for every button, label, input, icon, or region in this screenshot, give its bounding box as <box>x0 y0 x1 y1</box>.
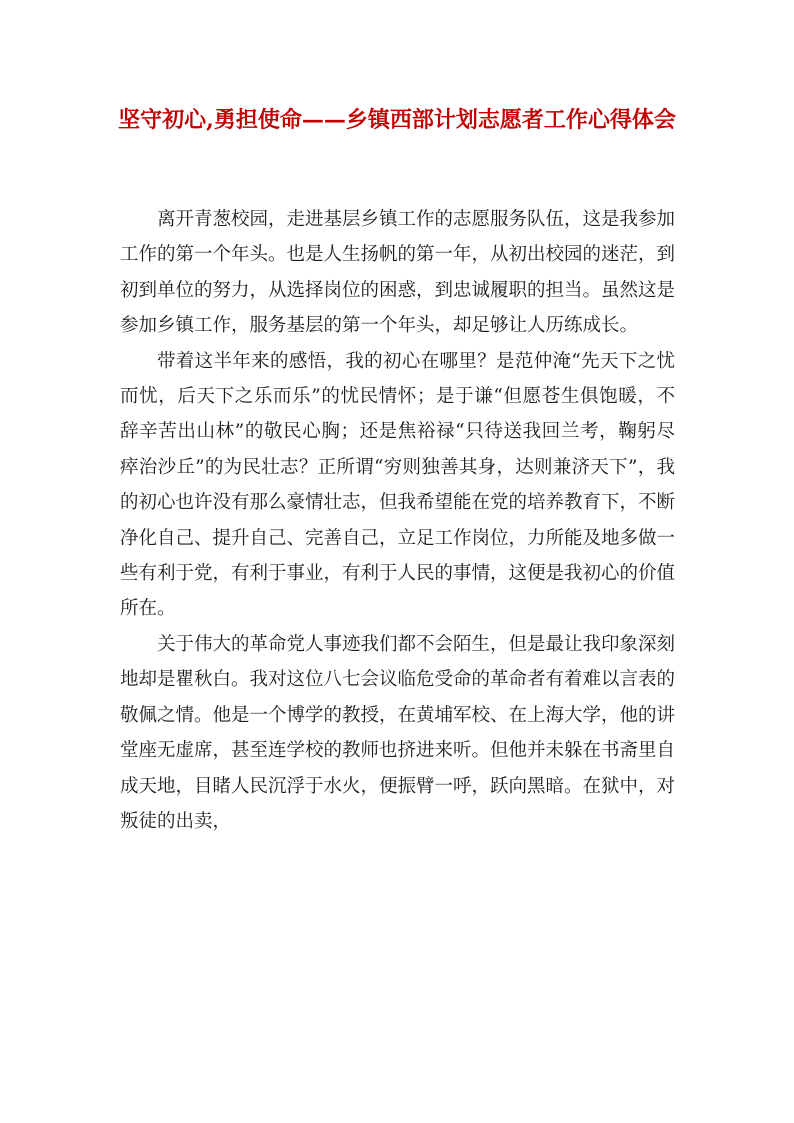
paragraph-1: 离开青葱校园，走进基层乡镇工作的志愿服务队伍，这是我参加工作的第一个年头。也是人生扬帆的第一年，从初出校园的迷茫，到初到单位的努力，从选择岗位的困惑，到忠诚履职的担当。虽然这是参加乡镇工作，服务基层的第一个年头，却足够让人历练成长。 <box>120 209 676 337</box>
document-body <box>120 202 675 839</box>
document-title: 坚守初心,勇担使命——乡镇西部计划志愿者工作心得体会 <box>118 107 676 133</box>
paragraph-3: 关于伟大的革命党人事迹我们都不会陌生，但是最让我印象深刻地却是瞿秋白。我对这位八七会议临危受命的革命者有着难以言表的敬佩之情。他是一个博学的教授，在黄埔军校、在上海大学，他的讲堂座无虚席，甚至连学校的教师也挤进来听。但他并未躲在书斋里自成天地，目睹人民沉浮于水火，便振臂一呼，跃向黑暗。在狱中，对叛徒的出卖， <box>120 633 676 832</box>
paragraph-2: 带着这半年来的感悟，我的初心在哪里？是范仲淹“先天下之忧而忧，后天下之乐而乐”的忧民情怀；是于谦“但愿苍生俱饱暖，不辞辛苦出山林”的敬民心胸；还是焦裕禄“只待送我回兰考，鞠躬尽瘁治沙丘”的为民壮志？正所谓“穷则独善其身，达则兼济天下”，我的初心也许没有那么豪情壮志，但我希望能在党的培养教育下，不断净化自己、提升自己、完善自己，立足工作岗位，力所能及地多做一些有利于党，有利于事业，有利于人民的事情，这便是我初心的价值所在。 <box>120 350 676 620</box>
